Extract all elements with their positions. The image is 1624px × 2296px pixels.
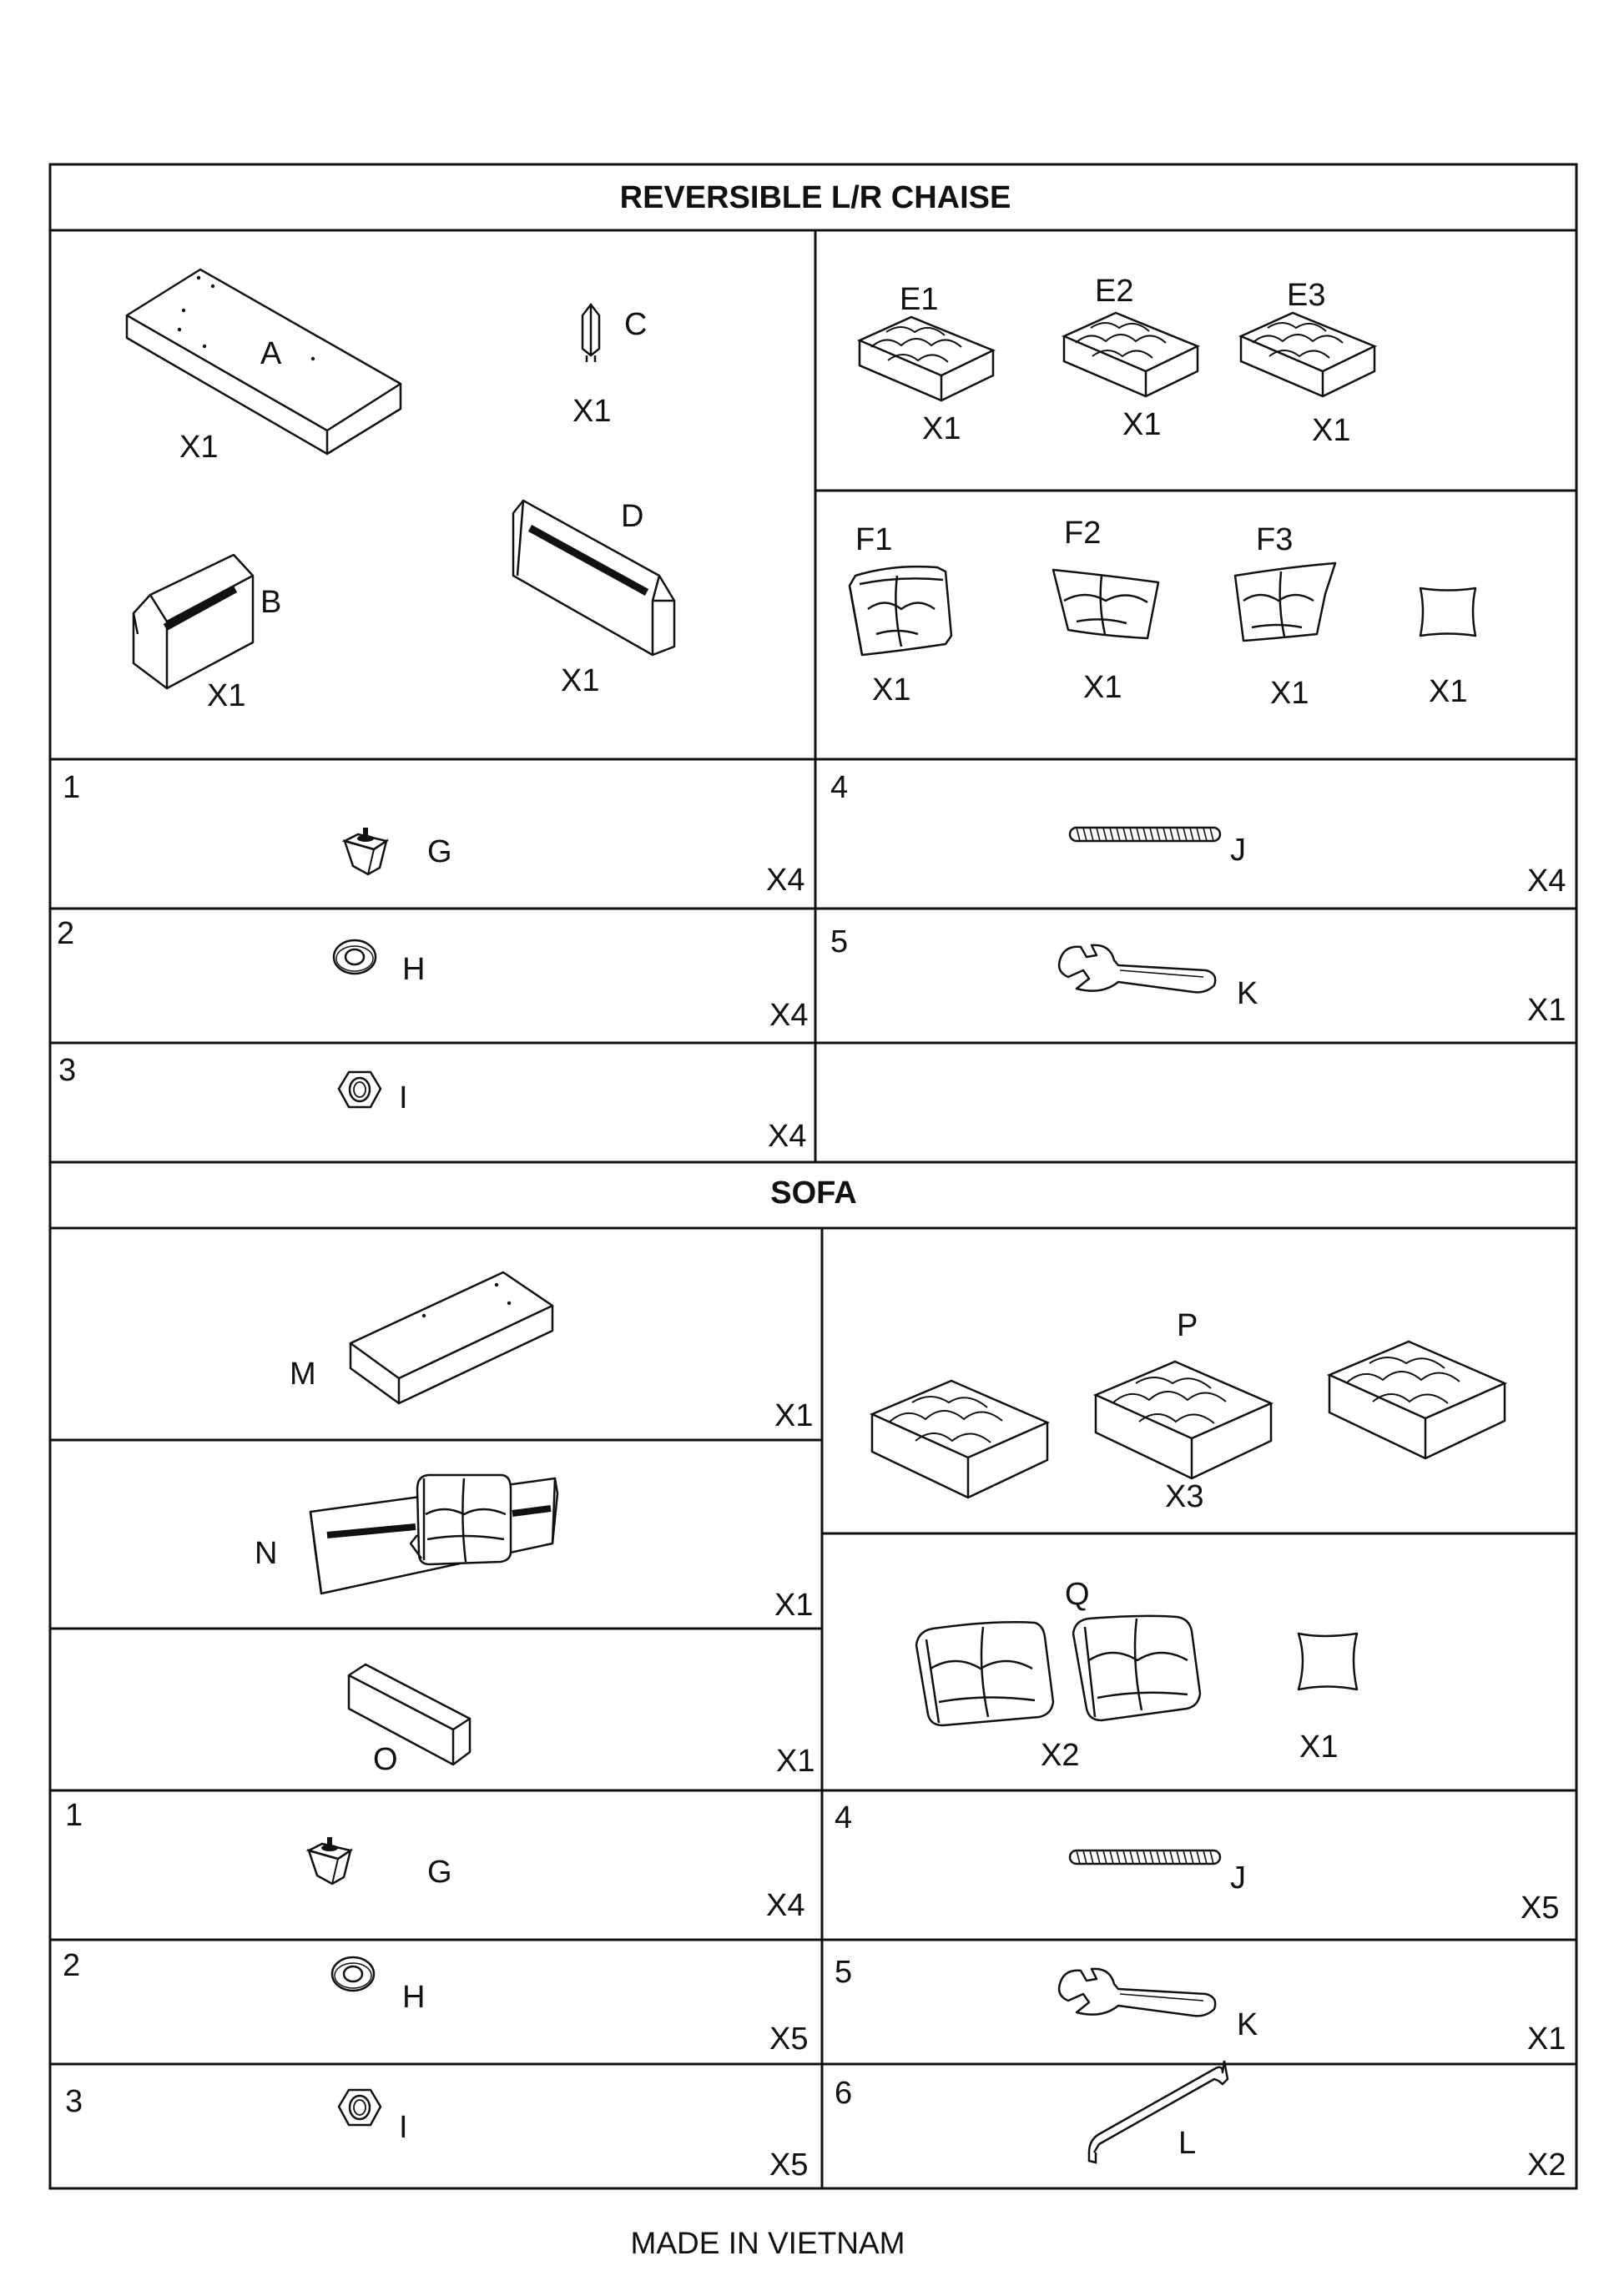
sofa-hw-6-qty: X2 (1527, 2147, 1566, 2183)
part-qty-chaise-pillow: X1 (1429, 674, 1468, 709)
chaise-hw-2-num: 2 (57, 916, 75, 951)
chaise-hw-4-qty: X4 (1527, 864, 1566, 899)
chaise-hw-2-qty: X4 (769, 998, 809, 1033)
chaise-hw-5-qty: X1 (1527, 993, 1566, 1028)
sofa-hw-1-label: G (427, 1855, 452, 1890)
washer-icon (332, 1957, 374, 1991)
sofa-hw-4-num: 4 (835, 1800, 853, 1835)
chaise-hw-1-num: 1 (63, 770, 81, 805)
sofa-hw-2-num: 2 (63, 1948, 81, 1983)
made-in-footer: MADE IN VIETNAM (630, 2226, 905, 2260)
part-label-e1: E1 (900, 282, 939, 317)
part-qty-m: X1 (774, 1398, 814, 1433)
part-qty-b: X1 (207, 678, 246, 713)
part-qty-f2: X1 (1083, 670, 1122, 705)
chaise-hw-5-label: K (1237, 976, 1258, 1011)
part-label-d: D (621, 499, 644, 534)
sofa-title: SOFA (770, 1176, 857, 1211)
nut-icon (339, 2090, 381, 2125)
sofa-hw-6-label: L (1178, 2126, 1197, 2161)
part-qty-e1: X1 (922, 411, 961, 446)
part-qty-d: X1 (561, 663, 600, 698)
chaise-hw-3-qty: X4 (768, 1119, 807, 1154)
part-qty-f1: X1 (872, 672, 911, 707)
part-qty-f3: X1 (1270, 676, 1309, 711)
wrench-icon (1059, 1969, 1215, 2017)
part-qty-n: X1 (774, 1588, 814, 1623)
chaise-hw-3-num: 3 (58, 1053, 77, 1088)
part-label-f2: F2 (1064, 516, 1102, 551)
bolt-icon (1070, 1850, 1220, 1864)
chaise-hw-4-num: 4 (830, 770, 849, 805)
sofa-hw-3-qty: X5 (769, 2147, 809, 2183)
part-qty-a: X1 (179, 430, 219, 465)
sofa-hw-1-qty: X4 (766, 1888, 805, 1923)
part-label-p: P (1177, 1308, 1198, 1343)
sofa-hw-2-label: H (402, 1980, 426, 2015)
chaise-title: REVERSIBLE L/R CHAISE (619, 180, 1011, 215)
part-qty-q: X2 (1041, 1738, 1080, 1773)
sofa-hw-3-label: I (399, 2110, 408, 2145)
part-label-e2: E2 (1095, 274, 1134, 309)
part-label-n: N (255, 1536, 278, 1571)
sofa-hw-6-num: 6 (835, 2076, 853, 2111)
chaise-hw-1-label: G (427, 834, 452, 869)
part-label-o: O (373, 1742, 398, 1777)
part-qty-e2: X1 (1122, 407, 1162, 442)
sofa-hw-4-qty: X5 (1521, 1891, 1560, 1926)
handle-icon (1089, 2061, 1228, 2163)
sofa-hw-3-num: 3 (65, 2084, 83, 2119)
sofa-hw-5-label: K (1237, 2007, 1258, 2042)
part-label-q: Q (1065, 1577, 1090, 1612)
part-label-c: C (624, 307, 648, 342)
part-label-m: M (290, 1357, 316, 1392)
part-qty-e3: X1 (1312, 413, 1351, 448)
part-qty-sofa-pillow: X1 (1299, 1730, 1339, 1765)
sofa-hw-2-qty: X5 (769, 2022, 809, 2057)
part-label-f1: F1 (855, 522, 893, 557)
sofa-hw-1-num: 1 (65, 1798, 83, 1833)
part-qty-p: X3 (1165, 1479, 1204, 1514)
sofa-hw-5-qty: X1 (1527, 2022, 1566, 2057)
part-label-a: A (260, 336, 282, 371)
chaise-hw-2-label: H (402, 952, 426, 987)
part-label-e3: E3 (1287, 278, 1326, 313)
part-label-f3: F3 (1256, 522, 1294, 557)
chaise-hw-3-label: I (399, 1080, 408, 1115)
sofa-hw-4-label: J (1230, 1860, 1246, 1896)
sofa-hw-5-num: 5 (835, 1955, 853, 1990)
chaise-hw-4-label: J (1230, 833, 1246, 868)
chaise-hw-1-qty: X4 (766, 863, 805, 898)
part-qty-c: X1 (572, 394, 612, 429)
chaise-hw-5-num: 5 (830, 924, 849, 959)
leg-icon (309, 1837, 351, 1884)
part-qty-o: X1 (776, 1744, 815, 1779)
part-label-b: B (260, 585, 282, 620)
